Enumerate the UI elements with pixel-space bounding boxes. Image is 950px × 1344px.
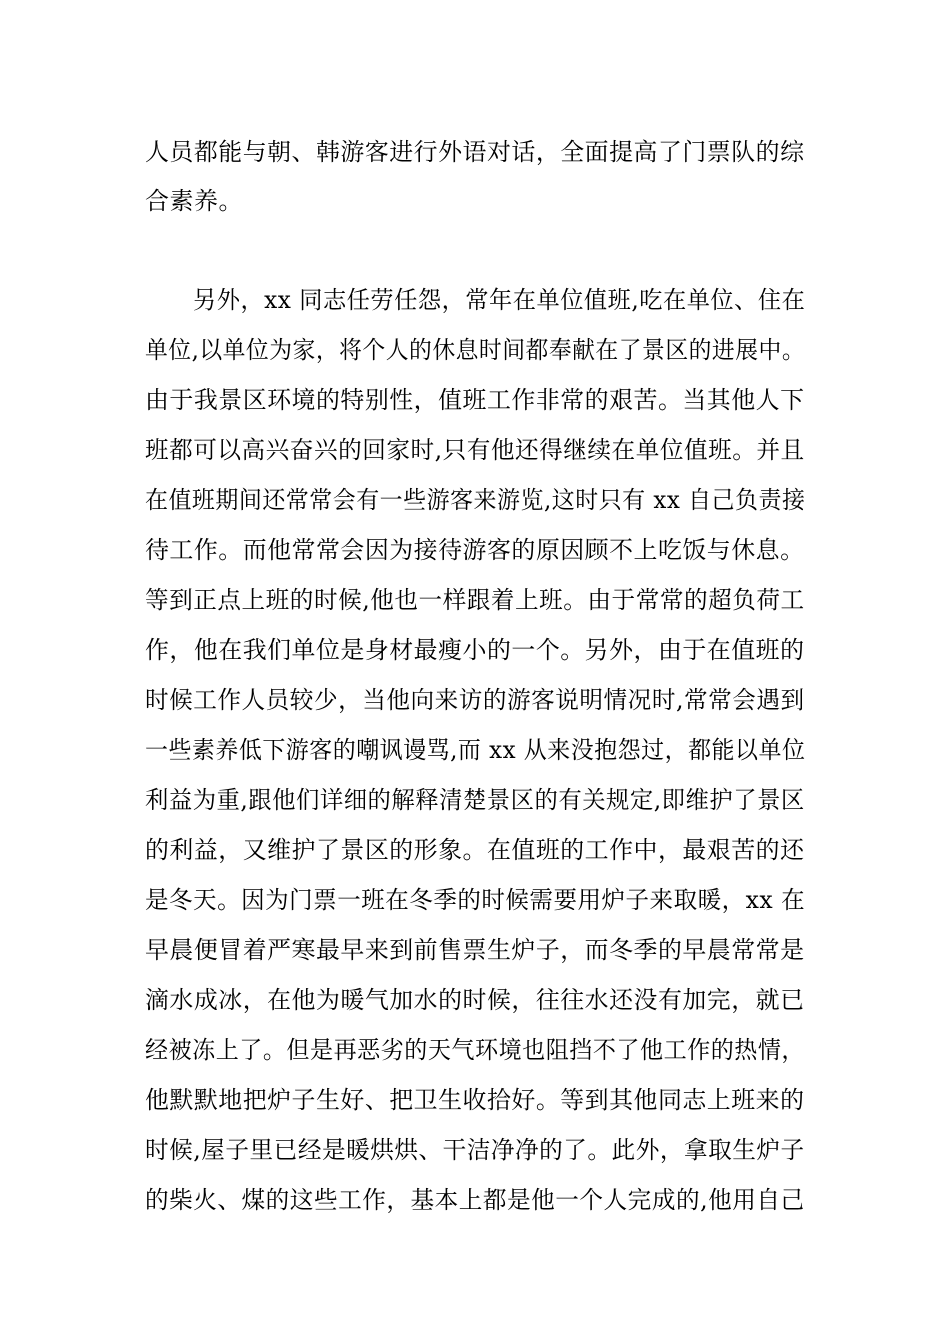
paragraph-1-line-2: 合素养。	[145, 187, 243, 215]
paragraph-1-line-1: 人员都能与朝、韩游客进行外语对话，全面提高了门票队的综	[145, 138, 805, 166]
paragraph-2-line-17: 他默默地把炉子生好、把卫生收拾好。等到其他同志上班来的	[145, 1086, 805, 1114]
paragraph-2-line-18: 时候,屋子里已经是暖烘烘、干洁净净的了。此外，拿取生炉子	[145, 1136, 805, 1164]
paragraph-2-line-5: 在值班期间还常常会有一些游客来游览,这时只有 xx 自己负责接	[145, 486, 806, 514]
paragraph-2-line-10: 一些素养低下游客的嘲讽谩骂,而 xx 从来没抱怨过，都能以单位	[145, 736, 806, 764]
paragraph-2-line-4: 班都可以高兴奋兴的回家时,只有他还得继续在单位值班。并且	[145, 436, 805, 464]
paragraph-2-line-2: 单位,以单位为家，将个人的休息时间都奉献在了景区的进展中。	[145, 336, 806, 364]
paragraph-2-line-6: 待工作。而他常常会因为接待游客的原因顾不上吃饭与休息。	[145, 536, 805, 564]
paragraph-2-line-9: 时候工作人员较少，当他向来访的游客说明情况时,常常会遇到	[145, 686, 805, 714]
paragraph-2-line-8: 作，他在我们单位是身材最瘦小的一个。另外，由于在值班的	[145, 636, 805, 664]
paragraph-2-line-13: 是冬天。因为门票一班在冬季的时候需要用炉子来取暖，xx 在	[145, 886, 806, 914]
paragraph-2-line-12: 的利益，又维护了景区的形象。在值班的工作中，最艰苦的还	[145, 836, 805, 864]
paragraph-2-line-1: 另外，xx 同志任劳任怨，常年在单位值班,吃在单位、住在	[193, 286, 806, 314]
paragraph-2-line-3: 由于我景区环境的特别性，值班工作非常的艰苦。当其他人下	[145, 386, 805, 414]
paragraph-2-line-16: 经被冻上了。但是再恶劣的天气环境也阻挡不了他工作的热情，	[145, 1036, 805, 1064]
paragraph-2-line-14: 早晨便冒着严寒最早来到前售票生炉子，而冬季的早晨常常是	[145, 936, 805, 964]
paragraph-2-line-7: 等到正点上班的时候,他也一样跟着上班。由于常常的超负荷工	[145, 586, 805, 614]
paragraph-2-line-11: 利益为重,跟他们详细的解释清楚景区的有关规定,即维护了景区	[145, 786, 805, 814]
paragraph-2-line-19: 的柴火、煤的这些工作，基本上都是他一个人完成的,他用自己	[145, 1186, 805, 1214]
paragraph-2-line-15: 滴水成冰，在他为暖气加水的时候，往往水还没有加完，就已	[145, 986, 805, 1014]
